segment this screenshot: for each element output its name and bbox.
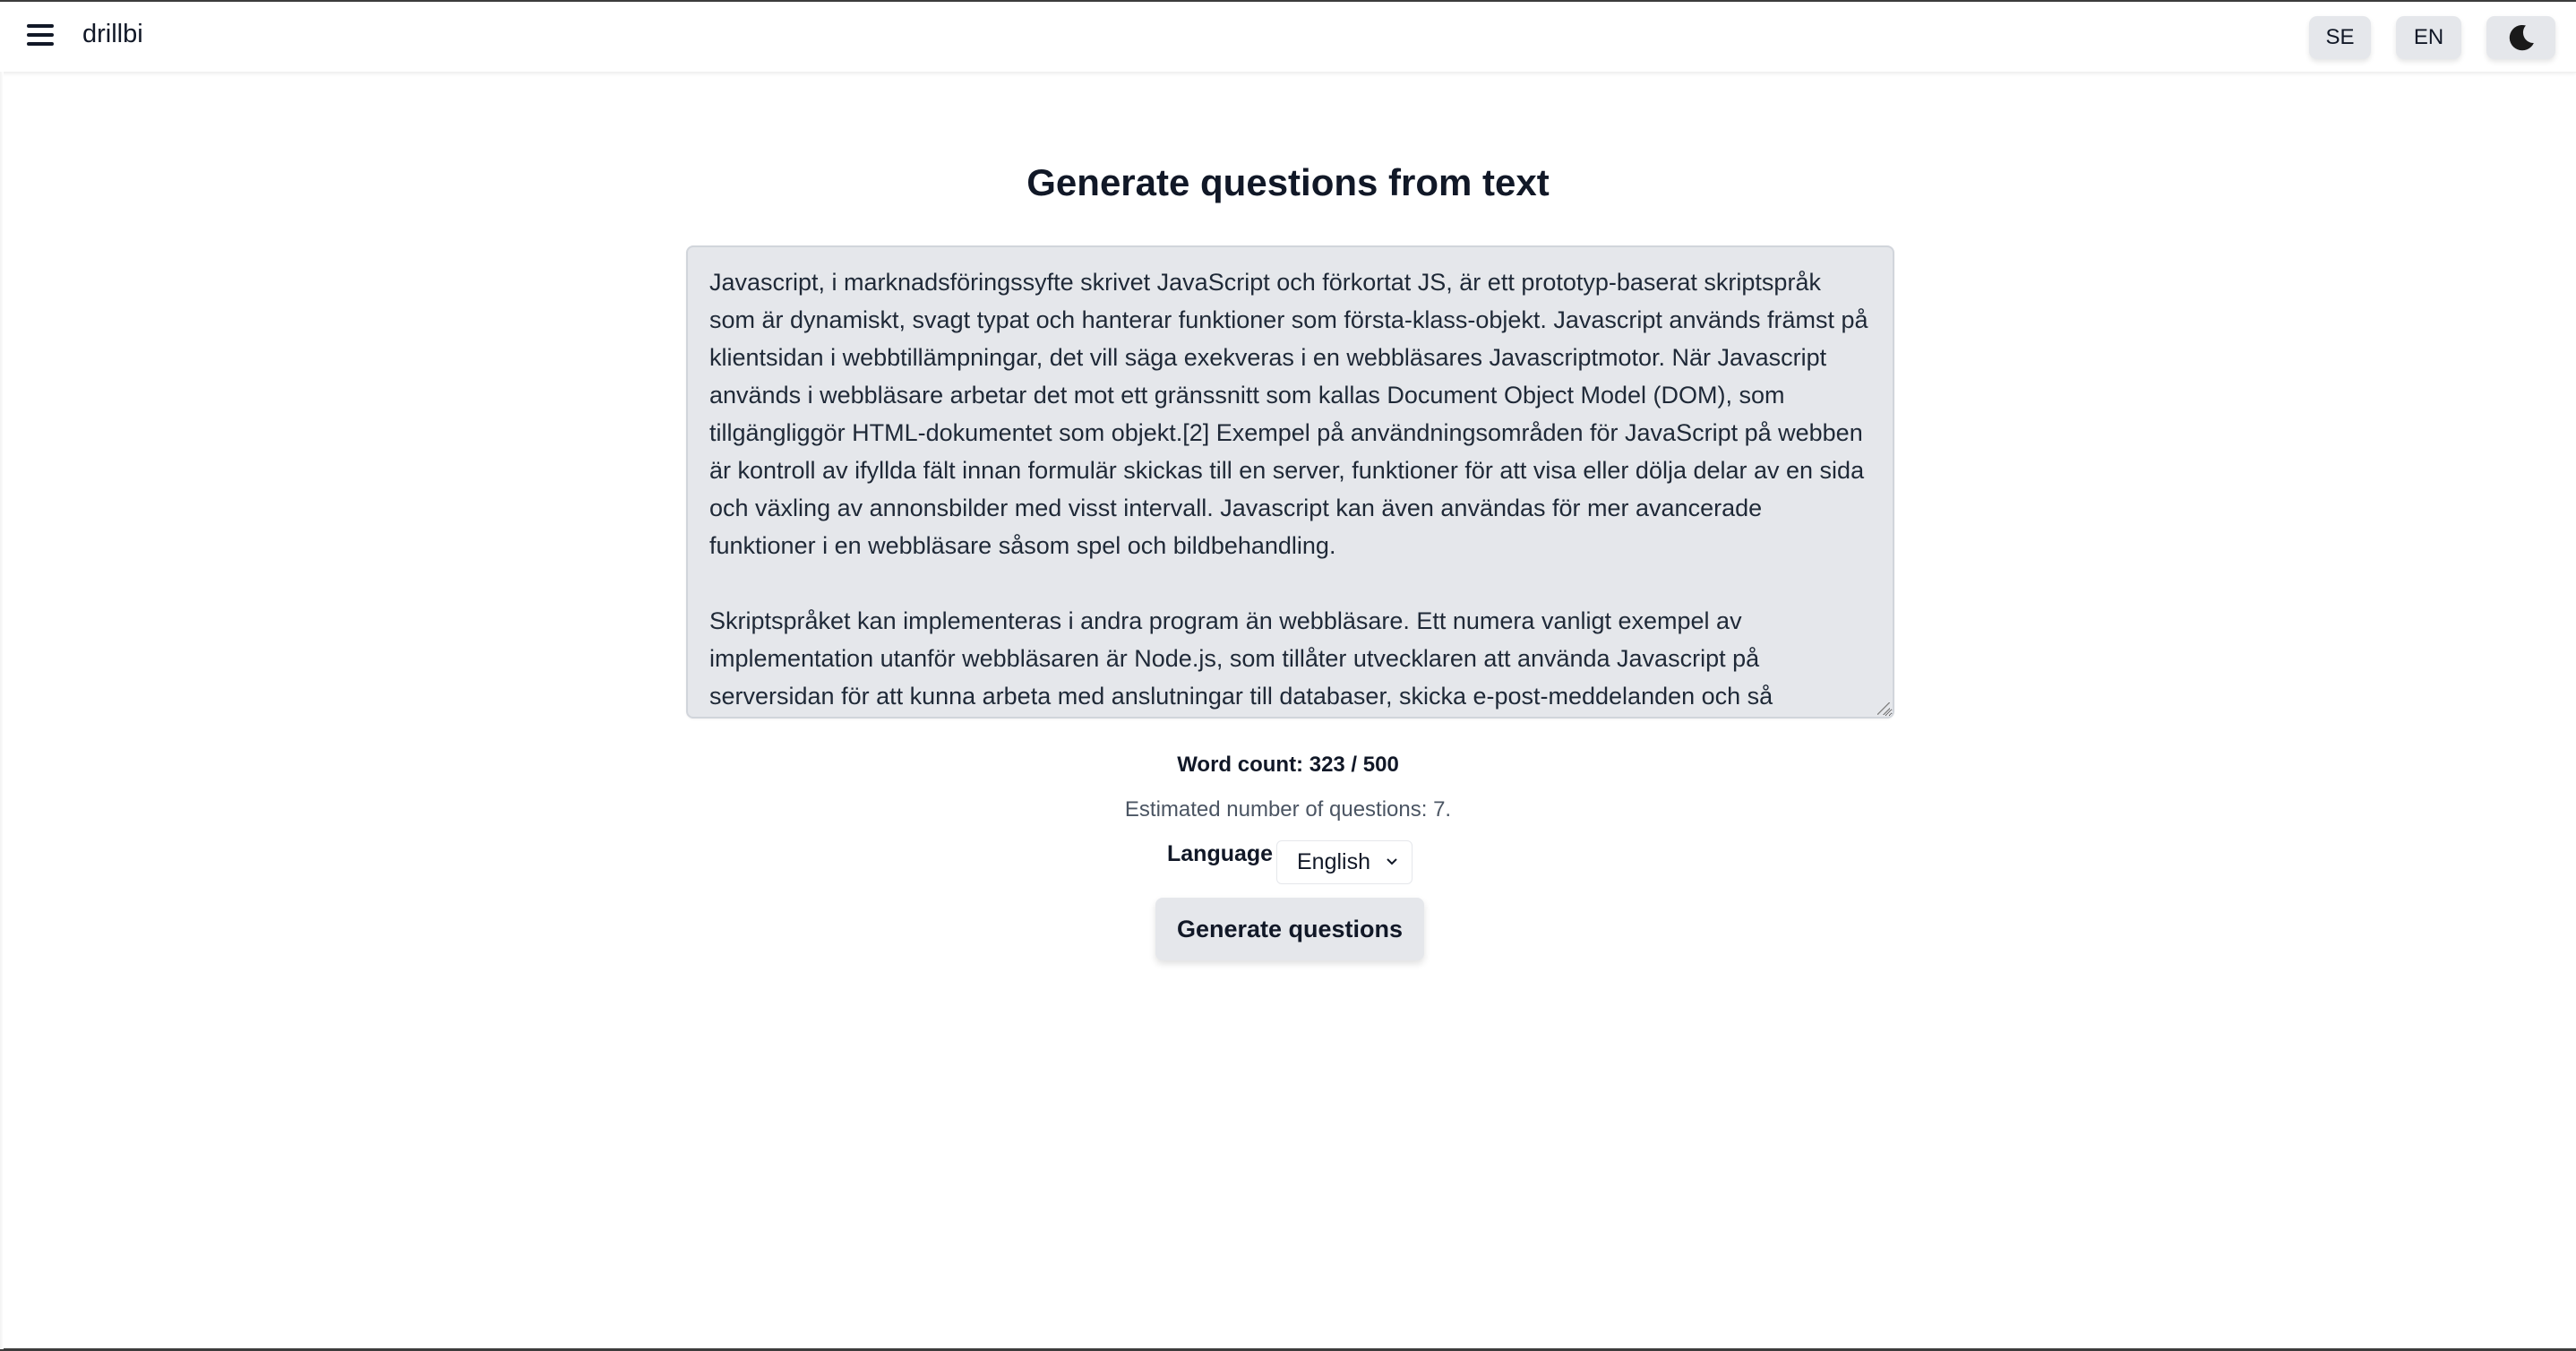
- chevron-down-icon: [1385, 854, 1399, 868]
- language-en-button[interactable]: EN: [2396, 16, 2461, 59]
- source-text-input[interactable]: [686, 245, 1894, 719]
- estimated-questions-label: Estimated number of questions: 7.: [1124, 797, 1452, 822]
- textarea-resize-handle[interactable]: [1877, 702, 1890, 715]
- brand-logo-text[interactable]: drillbi: [82, 20, 143, 48]
- word-count-label: Word count: 323 / 500: [1177, 753, 1399, 777]
- top-nav-bar: [0, 2, 2576, 73]
- page-edge-shade: [0, 72, 4, 1349]
- language-select-value: English: [1297, 849, 1370, 874]
- language-se-button[interactable]: SE: [2309, 16, 2371, 59]
- language-select[interactable]: [1276, 840, 1413, 884]
- hamburger-menu-icon[interactable]: [25, 22, 56, 48]
- generate-questions-button[interactable]: Generate questions: [1155, 898, 1424, 960]
- moon-icon: [2506, 22, 2537, 53]
- dark-mode-toggle-button[interactable]: [2486, 16, 2555, 59]
- page-title: Generate questions from text: [1026, 161, 1550, 203]
- language-label: Language: [1167, 841, 1274, 866]
